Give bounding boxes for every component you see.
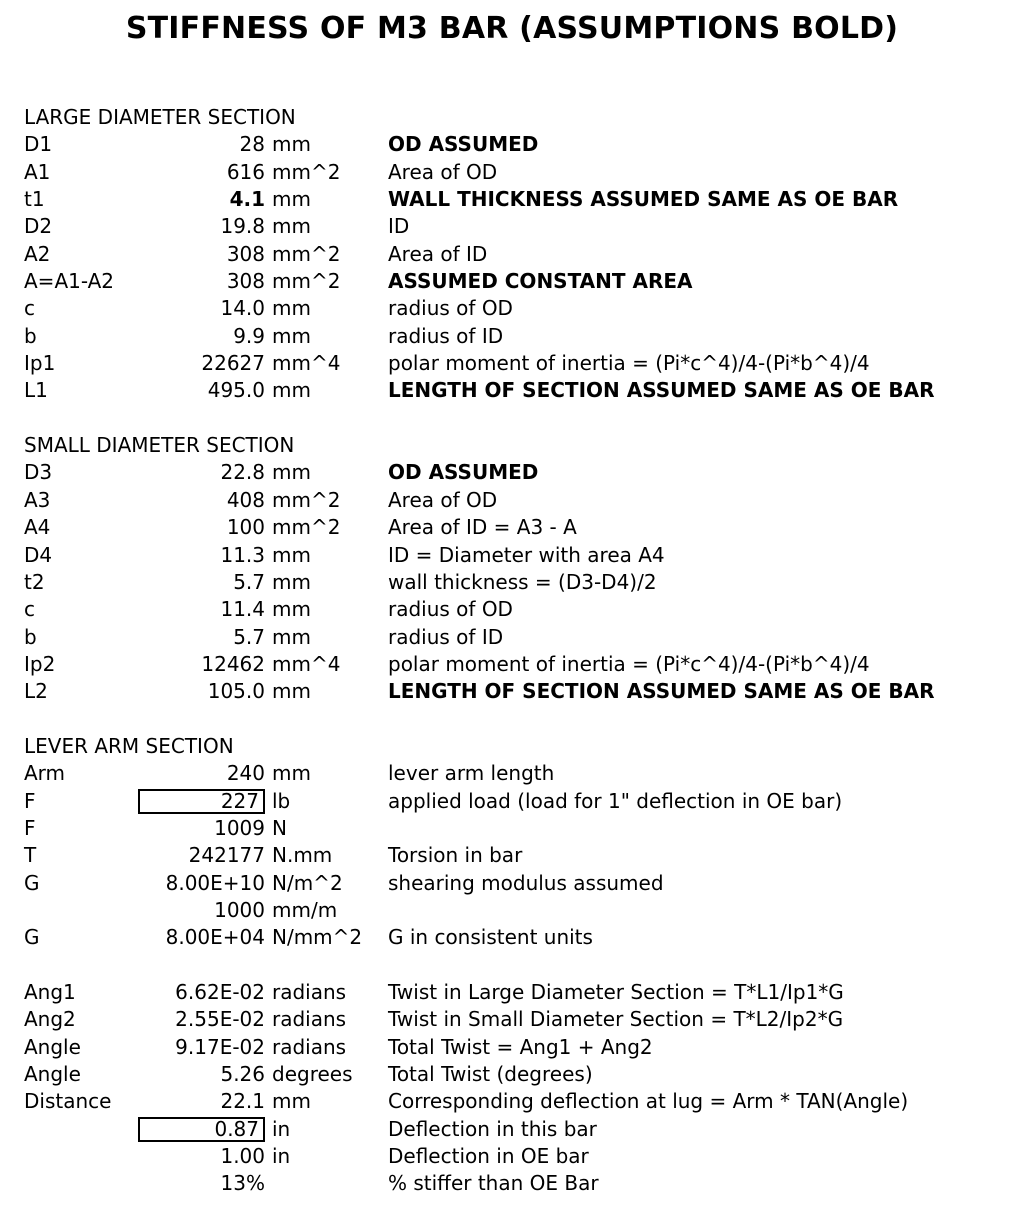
row-value: 9.17E-02 <box>175 1034 265 1059</box>
row-value: 1000 <box>214 897 265 922</box>
row-unit: N/mm^2 <box>272 925 363 950</box>
row-label: Ip2 <box>24 651 56 676</box>
row-description: Torsion in bar <box>388 843 523 868</box>
row-description: ID <box>388 214 410 239</box>
row-label: F <box>24 815 36 840</box>
table-row <box>0 1006 1024 1033</box>
row-description: Corresponding deflection at lug = Arm * TAN(Angle) <box>388 1089 909 1114</box>
table-row <box>0 870 1024 897</box>
row-value: 13% <box>220 1171 265 1196</box>
row-value: 14.0 <box>220 296 265 321</box>
row-description: G in consistent units <box>388 925 593 950</box>
table-row <box>0 1034 1024 1061</box>
row-unit: lb <box>272 788 291 813</box>
row-unit: mm <box>272 597 311 622</box>
table-row <box>0 268 1024 295</box>
row-unit: mm^2 <box>272 269 341 294</box>
row-value: 1.00 <box>220 1144 265 1169</box>
row-unit: mm <box>272 542 311 567</box>
table-row <box>0 542 1024 569</box>
row-description <box>388 815 1018 842</box>
row-label: D3 <box>24 460 53 485</box>
row-value: 5.26 <box>220 1062 265 1087</box>
row-description: Deflection in OE bar <box>388 1144 589 1169</box>
row-label: Ang1 <box>24 980 76 1004</box>
row-unit: in <box>272 1144 291 1169</box>
row-unit: mm^4 <box>272 651 341 676</box>
row-label: Arm <box>24 761 66 786</box>
row-description: Total Twist = Ang1 + Ang2 <box>388 1034 653 1059</box>
row-unit: mm^2 <box>272 515 341 540</box>
row-description: LENGTH OF SECTION ASSUMED SAME AS OE BAR <box>388 679 935 704</box>
table-row <box>0 569 1024 596</box>
row-spacer <box>0 952 1024 979</box>
row-spacer <box>0 405 1024 432</box>
row-value: 308 <box>226 241 265 266</box>
row-description: Area of OD <box>388 159 498 184</box>
boxed-input-cell[interactable] <box>138 1117 265 1142</box>
row-description: applied load (load for 1" deflection in OE bar) <box>388 788 843 813</box>
table-row <box>0 596 1024 623</box>
row-description: ID = Diameter with area A4 <box>388 542 665 567</box>
row-value: 227 <box>220 788 259 813</box>
row-value: 2.55E-02 <box>175 1007 265 1032</box>
table-row <box>0 213 1024 240</box>
row-description: Twist in Large Diameter Section = T*L1/Ip1*G <box>388 980 844 1004</box>
table-row <box>0 514 1024 541</box>
row-value: 308 <box>226 269 265 294</box>
section-header-row <box>0 104 1024 131</box>
row-label: D4 <box>24 542 53 567</box>
row-unit: mm <box>272 187 311 212</box>
row-label: D1 <box>24 132 53 157</box>
row-value: 22.1 <box>220 1089 265 1114</box>
table-row <box>0 159 1024 186</box>
table-row <box>0 842 1024 869</box>
row-description: OD ASSUMED <box>388 132 539 157</box>
row-label: A2 <box>24 241 51 266</box>
row-label: L1 <box>24 378 48 403</box>
row-value: 11.3 <box>220 542 265 567</box>
table-row <box>0 760 1024 787</box>
section-header-label: LARGE DIAMETER SECTION <box>24 105 296 129</box>
section-header-row <box>0 733 1024 760</box>
row-unit: mm <box>272 624 311 649</box>
row-label: F <box>24 788 36 813</box>
table-row <box>0 651 1024 678</box>
row-label: A=A1-A2 <box>24 269 115 294</box>
row-description: polar moment of inertia = (Pi*c^4)/4-(Pi*b^4)/4 <box>388 351 870 376</box>
section-header-label: SMALL DIAMETER SECTION <box>24 433 295 458</box>
table-row <box>0 323 1024 350</box>
row-value: 12462 <box>201 651 265 676</box>
row-unit: mm <box>272 132 311 157</box>
row-description: Area of ID = A3 - A <box>388 515 577 540</box>
row-label: b <box>24 624 37 649</box>
table-row <box>0 924 1024 951</box>
table-row <box>0 186 1024 213</box>
row-unit: N/m^2 <box>272 870 343 895</box>
section-header-label: LEVER ARM SECTION <box>24 733 234 758</box>
table-row <box>0 131 1024 158</box>
row-unit: degrees <box>272 1062 353 1087</box>
row-label: A1 <box>24 159 51 184</box>
row-label: c <box>24 597 35 622</box>
row-label: L2 <box>24 679 48 704</box>
row-description: OD ASSUMED <box>388 460 539 485</box>
row-description: ASSUMED CONSTANT AREA <box>388 269 693 294</box>
row-unit: N.mm <box>272 843 333 868</box>
row-label: T <box>24 843 37 868</box>
row-value: 22627 <box>201 351 265 376</box>
row-value: 100 <box>226 515 265 540</box>
row-description: lever arm length <box>388 761 555 786</box>
row-description: radius of ID <box>388 624 504 649</box>
row-value: 11.4 <box>220 597 265 622</box>
row-unit: N <box>272 815 287 840</box>
table-row <box>0 678 1024 705</box>
row-label: G <box>24 870 40 895</box>
row-value: 616 <box>226 159 265 184</box>
table-row <box>0 1088 1024 1115</box>
calculation-rows <box>0 104 1024 1198</box>
row-value: 242177 <box>188 843 265 868</box>
row-label: A3 <box>24 487 51 512</box>
row-description: WALL THICKNESS ASSUMED SAME AS OE BAR <box>388 187 899 212</box>
row-description: shearing modulus assumed <box>388 870 664 895</box>
row-description: radius of OD <box>388 296 513 321</box>
row-description: LENGTH OF SECTION ASSUMED SAME AS OE BAR <box>388 378 935 403</box>
table-row <box>0 979 1024 1006</box>
row-unit: radians <box>272 1034 347 1059</box>
row-description: wall thickness = (D3-D4)/2 <box>388 569 657 594</box>
table-row <box>0 487 1024 514</box>
row-value: 4.1 <box>229 187 265 212</box>
section-header-row <box>0 432 1024 459</box>
row-value: 408 <box>226 487 265 512</box>
table-row <box>0 459 1024 486</box>
row-description: Area of ID <box>388 241 488 266</box>
table-row <box>0 788 1024 815</box>
row-unit: mm <box>272 761 311 786</box>
page-title: STIFFNESS OF M3 BAR (ASSUMPTIONS BOLD) <box>125 11 899 46</box>
row-description: polar moment of inertia = (Pi*c^4)/4-(Pi*b^4)/4 <box>388 651 870 676</box>
row-value: 22.8 <box>220 460 265 485</box>
table-row <box>0 350 1024 377</box>
row-label: b <box>24 323 37 348</box>
row-unit: mm^2 <box>272 241 341 266</box>
table-row <box>0 241 1024 268</box>
row-label: A4 <box>24 515 51 540</box>
table-row <box>0 815 1024 842</box>
row-description <box>388 897 1018 924</box>
row-spacer <box>0 706 1024 733</box>
row-value: 28 <box>239 132 265 157</box>
row-unit: mm/m <box>272 897 338 922</box>
row-unit: mm <box>272 679 311 704</box>
table-row <box>0 377 1024 404</box>
table-row <box>0 897 1024 924</box>
row-description: radius of ID <box>388 323 504 348</box>
row-unit: mm <box>272 569 311 594</box>
row-value: 8.00E+10 <box>165 870 265 895</box>
row-unit: mm <box>272 296 311 321</box>
row-description: Area of OD <box>388 487 498 512</box>
row-unit <box>272 1170 384 1197</box>
row-unit: mm <box>272 378 311 403</box>
row-unit: radians <box>272 1007 347 1032</box>
table-row <box>0 1143 1024 1170</box>
row-value: 5.7 <box>233 624 265 649</box>
row-value: 495.0 <box>207 378 265 403</box>
table-row <box>0 624 1024 651</box>
row-description: Total Twist (degrees) <box>388 1062 593 1087</box>
row-label: c <box>24 296 35 321</box>
row-value: 19.8 <box>220 214 265 239</box>
row-label: Ip1 <box>24 351 56 376</box>
row-value: 105.0 <box>207 679 265 704</box>
row-label: Ang2 <box>24 1007 76 1032</box>
row-value: 6.62E-02 <box>175 980 265 1004</box>
row-unit: mm^4 <box>272 351 341 376</box>
row-label: t2 <box>24 569 45 594</box>
row-unit: mm^2 <box>272 487 341 512</box>
row-label: G <box>24 925 40 950</box>
row-label: Distance <box>24 1089 112 1114</box>
row-description: radius of OD <box>388 597 513 622</box>
row-value: 5.7 <box>233 569 265 594</box>
row-unit: mm^2 <box>272 159 341 184</box>
row-description: Deflection in this bar <box>388 1116 597 1141</box>
row-label: t1 <box>24 187 45 212</box>
row-unit: radians <box>272 980 347 1004</box>
row-value: 9.9 <box>233 323 265 348</box>
row-unit: mm <box>272 323 311 348</box>
row-description: Twist in Small Diameter Section = T*L2/Ip2*G <box>388 1007 844 1032</box>
table-row <box>0 1061 1024 1088</box>
row-unit: in <box>272 1116 291 1141</box>
row-unit: mm <box>272 214 311 239</box>
table-row <box>0 1116 1024 1143</box>
row-value: 1009 <box>214 815 265 840</box>
row-value: 240 <box>226 761 265 786</box>
row-value: 8.00E+04 <box>165 925 265 950</box>
table-row <box>0 1170 1024 1197</box>
row-label: Angle <box>24 1034 81 1059</box>
row-label: D2 <box>24 214 53 239</box>
row-description: % stiffer than OE Bar <box>388 1171 599 1196</box>
boxed-input-cell[interactable] <box>138 789 265 814</box>
row-value: 0.87 <box>214 1116 259 1141</box>
table-row <box>0 295 1024 322</box>
row-unit: mm <box>272 1089 311 1114</box>
row-unit: mm <box>272 460 311 485</box>
row-label: Angle <box>24 1062 81 1087</box>
